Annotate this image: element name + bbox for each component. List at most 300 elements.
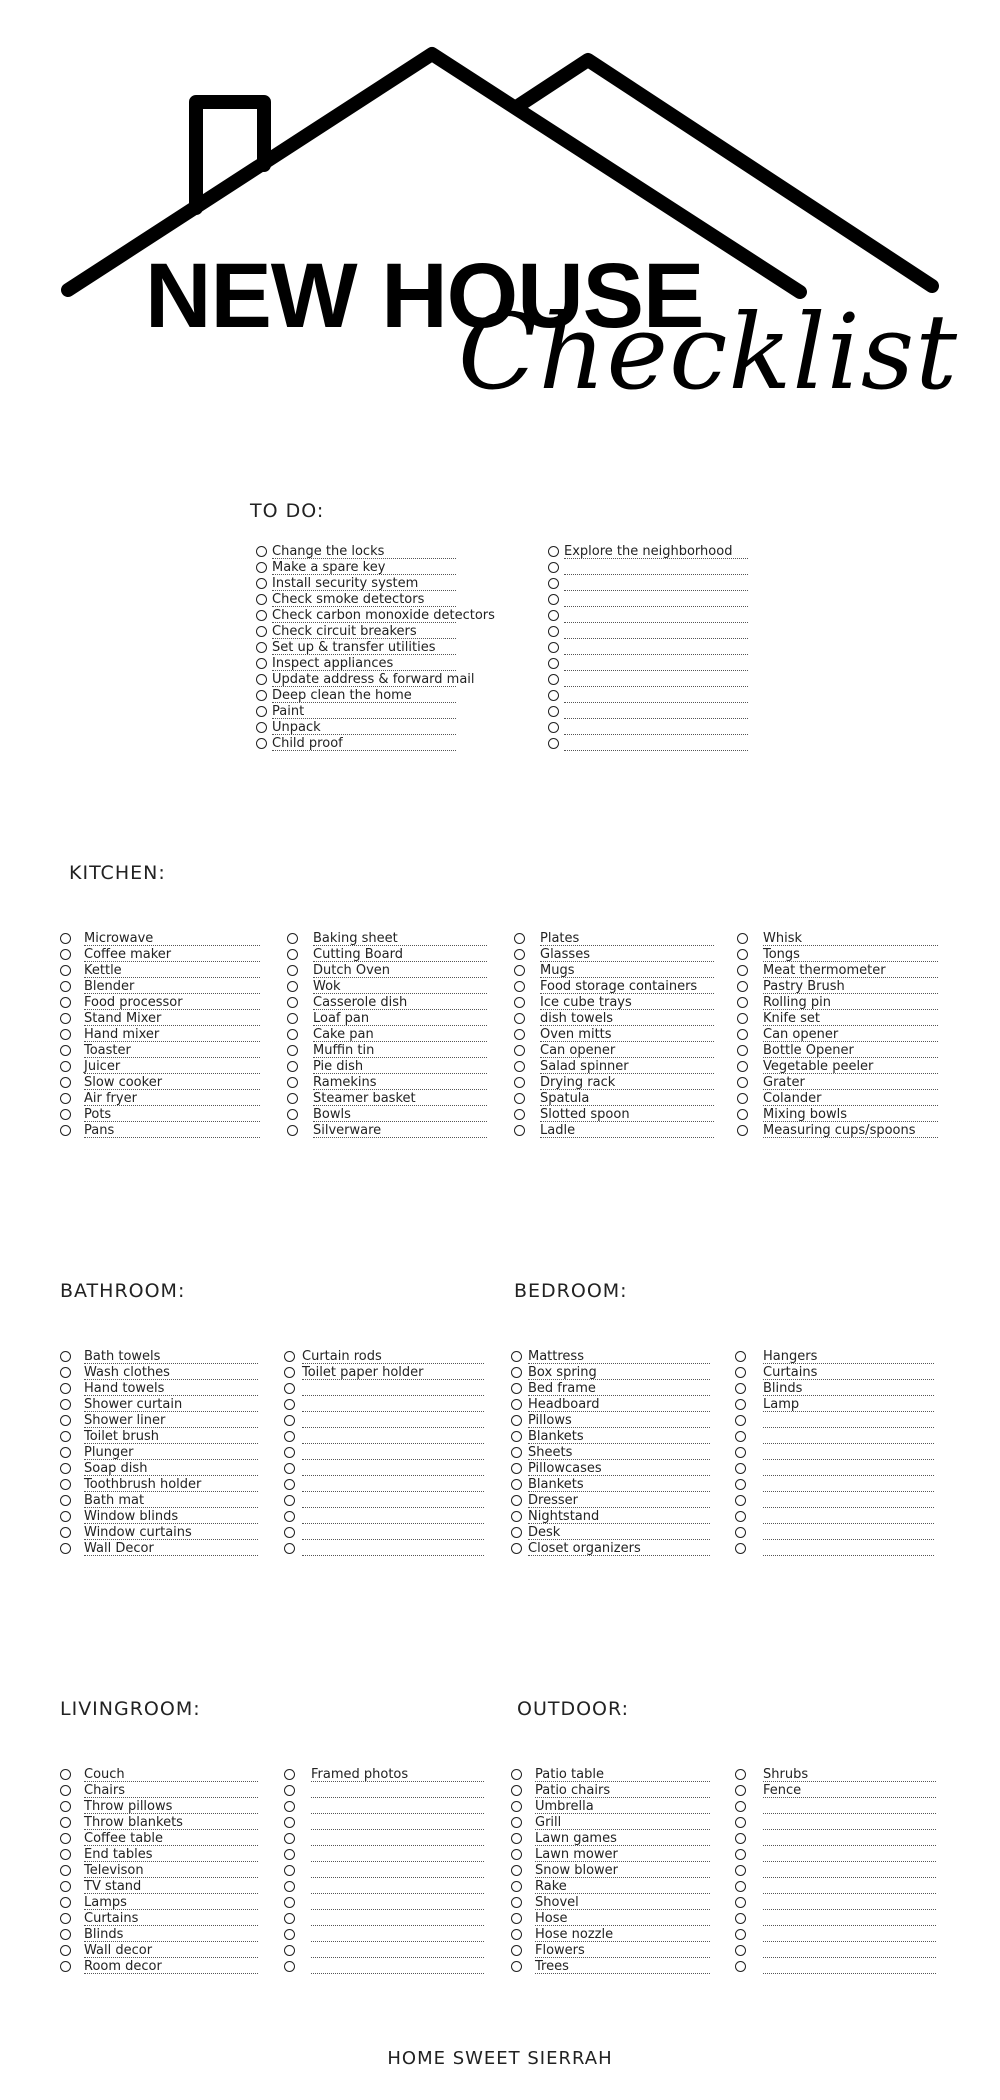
checkbox-circle-icon[interactable] <box>548 594 559 605</box>
checkbox-circle-icon[interactable] <box>511 1543 522 1554</box>
checklist-item[interactable] <box>511 1960 710 1976</box>
checkbox-circle-icon[interactable] <box>284 1463 295 1474</box>
checkbox-circle-icon[interactable] <box>511 1897 522 1908</box>
checkbox-circle-icon[interactable] <box>514 1109 525 1120</box>
checklist-item[interactable] <box>511 1768 710 1784</box>
checkbox-circle-icon[interactable] <box>737 1045 748 1056</box>
checklist-item[interactable] <box>735 1398 934 1414</box>
checkbox-circle-icon[interactable] <box>287 1125 298 1136</box>
checkbox-circle-icon[interactable] <box>60 1961 71 1972</box>
checkbox-circle-icon[interactable] <box>284 1881 295 1892</box>
checklist-item[interactable] <box>284 1526 484 1542</box>
checkbox-circle-icon[interactable] <box>737 997 748 1008</box>
checkbox-circle-icon[interactable] <box>548 642 559 653</box>
checkbox-circle-icon[interactable] <box>284 1351 295 1362</box>
checkbox-circle-icon[interactable] <box>256 706 267 717</box>
checkbox-circle-icon[interactable] <box>514 1093 525 1104</box>
checklist-item[interactable] <box>60 1462 258 1478</box>
checkbox-circle-icon[interactable] <box>511 1495 522 1506</box>
checklist-item[interactable] <box>511 1510 710 1526</box>
checkbox-circle-icon[interactable] <box>548 562 559 573</box>
checklist-item[interactable] <box>287 1108 487 1124</box>
checklist-item[interactable] <box>735 1880 936 1896</box>
checkbox-circle-icon[interactable] <box>60 933 71 944</box>
checkbox-circle-icon[interactable] <box>284 1929 295 1940</box>
checkbox-circle-icon[interactable] <box>287 1045 298 1056</box>
checklist-item[interactable] <box>514 964 714 980</box>
checklist-item[interactable] <box>737 996 938 1012</box>
checklist-item[interactable] <box>60 1060 260 1076</box>
checklist-item[interactable] <box>284 1366 484 1382</box>
checklist-item[interactable] <box>60 1350 258 1366</box>
checkbox-circle-icon[interactable] <box>284 1495 295 1506</box>
checkbox-circle-icon[interactable] <box>60 1833 71 1844</box>
checkbox-circle-icon[interactable] <box>60 965 71 976</box>
checklist-item[interactable] <box>511 1816 710 1832</box>
checklist-item[interactable] <box>735 1382 934 1398</box>
checkbox-circle-icon[interactable] <box>737 1125 748 1136</box>
checkbox-circle-icon[interactable] <box>60 1479 71 1490</box>
checkbox-circle-icon[interactable] <box>284 1945 295 1956</box>
checklist-item[interactable] <box>60 1366 258 1382</box>
checkbox-circle-icon[interactable] <box>256 658 267 669</box>
checkbox-circle-icon[interactable] <box>256 610 267 621</box>
checkbox-circle-icon[interactable] <box>735 1351 746 1362</box>
checklist-item[interactable] <box>735 1510 934 1526</box>
checklist-item[interactable] <box>60 1800 258 1816</box>
checkbox-circle-icon[interactable] <box>548 722 559 733</box>
checklist-item[interactable] <box>60 1414 258 1430</box>
checkbox-circle-icon[interactable] <box>735 1383 746 1394</box>
checkbox-circle-icon[interactable] <box>60 1399 71 1410</box>
checklist-item[interactable] <box>256 641 456 657</box>
checklist-item[interactable] <box>737 1076 938 1092</box>
checkbox-circle-icon[interactable] <box>284 1479 295 1490</box>
checkbox-circle-icon[interactable] <box>60 1849 71 1860</box>
checklist-item[interactable] <box>514 1124 714 1140</box>
checkbox-circle-icon[interactable] <box>511 1961 522 1972</box>
checkbox-circle-icon[interactable] <box>60 1817 71 1828</box>
checkbox-circle-icon[interactable] <box>60 1013 71 1024</box>
checklist-item[interactable] <box>511 1864 710 1880</box>
checkbox-circle-icon[interactable] <box>284 1511 295 1522</box>
checklist-item[interactable] <box>737 1028 938 1044</box>
checklist-item[interactable] <box>514 1076 714 1092</box>
checklist-item[interactable] <box>256 625 456 641</box>
checkbox-circle-icon[interactable] <box>256 594 267 605</box>
checkbox-circle-icon[interactable] <box>60 1511 71 1522</box>
checkbox-circle-icon[interactable] <box>284 1961 295 1972</box>
checklist-item[interactable] <box>60 1124 260 1140</box>
checklist-item[interactable] <box>287 1060 487 1076</box>
checklist-item[interactable] <box>511 1542 710 1558</box>
checklist-item[interactable] <box>287 964 487 980</box>
checklist-item[interactable] <box>60 1382 258 1398</box>
checkbox-circle-icon[interactable] <box>511 1929 522 1940</box>
checkbox-circle-icon[interactable] <box>287 1029 298 1040</box>
checkbox-circle-icon[interactable] <box>511 1447 522 1458</box>
checkbox-circle-icon[interactable] <box>514 981 525 992</box>
checklist-item[interactable] <box>548 657 748 673</box>
checklist-item[interactable] <box>284 1542 484 1558</box>
checkbox-circle-icon[interactable] <box>284 1913 295 1924</box>
checklist-item[interactable] <box>284 1350 484 1366</box>
checkbox-circle-icon[interactable] <box>735 1865 746 1876</box>
checkbox-circle-icon[interactable] <box>284 1801 295 1812</box>
checklist-item[interactable] <box>511 1928 710 1944</box>
checkbox-circle-icon[interactable] <box>284 1833 295 1844</box>
checklist-item[interactable] <box>256 561 456 577</box>
checklist-item[interactable] <box>548 721 748 737</box>
checkbox-circle-icon[interactable] <box>737 1029 748 1040</box>
checklist-item[interactable] <box>284 1382 484 1398</box>
checkbox-circle-icon[interactable] <box>287 997 298 1008</box>
checklist-item[interactable] <box>284 1928 484 1944</box>
checkbox-circle-icon[interactable] <box>60 1769 71 1780</box>
checkbox-circle-icon[interactable] <box>60 1093 71 1104</box>
checkbox-circle-icon[interactable] <box>514 949 525 960</box>
checkbox-circle-icon[interactable] <box>511 1399 522 1410</box>
checklist-item[interactable] <box>737 1012 938 1028</box>
checkbox-circle-icon[interactable] <box>514 1125 525 1136</box>
checkbox-circle-icon[interactable] <box>735 1897 746 1908</box>
checkbox-circle-icon[interactable] <box>737 949 748 960</box>
checklist-item[interactable] <box>60 1896 258 1912</box>
checkbox-circle-icon[interactable] <box>511 1833 522 1844</box>
checklist-item[interactable] <box>284 1398 484 1414</box>
checkbox-circle-icon[interactable] <box>511 1367 522 1378</box>
checkbox-circle-icon[interactable] <box>284 1785 295 1796</box>
checkbox-circle-icon[interactable] <box>60 1061 71 1072</box>
checklist-item[interactable] <box>284 1816 484 1832</box>
checklist-item[interactable] <box>284 1446 484 1462</box>
checklist-item[interactable] <box>548 641 748 657</box>
checklist-item[interactable] <box>60 1848 258 1864</box>
checklist-item[interactable] <box>287 1092 487 1108</box>
checkbox-circle-icon[interactable] <box>737 1077 748 1088</box>
checkbox-circle-icon[interactable] <box>256 738 267 749</box>
checklist-item[interactable] <box>256 577 456 593</box>
checkbox-circle-icon[interactable] <box>60 997 71 1008</box>
checkbox-circle-icon[interactable] <box>735 1929 746 1940</box>
checklist-item[interactable] <box>514 948 714 964</box>
checklist-item[interactable] <box>256 737 456 753</box>
checklist-item[interactable] <box>735 1366 934 1382</box>
checkbox-circle-icon[interactable] <box>548 658 559 669</box>
checklist-item[interactable] <box>735 1784 936 1800</box>
checklist-item[interactable] <box>548 577 748 593</box>
checkbox-circle-icon[interactable] <box>60 1495 71 1506</box>
checklist-item[interactable] <box>511 1800 710 1816</box>
checklist-item[interactable] <box>284 1864 484 1880</box>
checklist-item[interactable] <box>511 1880 710 1896</box>
checkbox-circle-icon[interactable] <box>60 1801 71 1812</box>
checkbox-circle-icon[interactable] <box>256 578 267 589</box>
checkbox-circle-icon[interactable] <box>256 674 267 685</box>
checkbox-circle-icon[interactable] <box>548 610 559 621</box>
checkbox-circle-icon[interactable] <box>284 1527 295 1538</box>
checkbox-circle-icon[interactable] <box>511 1431 522 1442</box>
checklist-item[interactable] <box>737 948 938 964</box>
checkbox-circle-icon[interactable] <box>60 1077 71 1088</box>
checklist-item[interactable] <box>511 1896 710 1912</box>
checklist-item[interactable] <box>735 1912 936 1928</box>
checkbox-circle-icon[interactable] <box>284 1543 295 1554</box>
checklist-item[interactable] <box>284 1462 484 1478</box>
checklist-item[interactable] <box>737 932 938 948</box>
checkbox-circle-icon[interactable] <box>514 1029 525 1040</box>
checkbox-circle-icon[interactable] <box>60 1383 71 1394</box>
checkbox-circle-icon[interactable] <box>511 1881 522 1892</box>
checklist-item[interactable] <box>737 1108 938 1124</box>
checkbox-circle-icon[interactable] <box>60 1125 71 1136</box>
checklist-item[interactable] <box>60 1092 260 1108</box>
checkbox-circle-icon[interactable] <box>284 1367 295 1378</box>
checklist-item[interactable] <box>287 980 487 996</box>
checklist-item[interactable] <box>737 964 938 980</box>
checkbox-circle-icon[interactable] <box>548 626 559 637</box>
checkbox-circle-icon[interactable] <box>735 1945 746 1956</box>
checkbox-circle-icon[interactable] <box>60 1913 71 1924</box>
checkbox-circle-icon[interactable] <box>60 1543 71 1554</box>
checklist-item[interactable] <box>511 1494 710 1510</box>
checkbox-circle-icon[interactable] <box>735 1881 746 1892</box>
checklist-item[interactable] <box>284 1768 484 1784</box>
checklist-item[interactable] <box>284 1960 484 1976</box>
checkbox-circle-icon[interactable] <box>511 1769 522 1780</box>
checkbox-circle-icon[interactable] <box>287 981 298 992</box>
checkbox-circle-icon[interactable] <box>735 1769 746 1780</box>
checkbox-circle-icon[interactable] <box>511 1785 522 1796</box>
checkbox-circle-icon[interactable] <box>511 1801 522 1812</box>
checklist-item[interactable] <box>514 1092 714 1108</box>
checklist-item[interactable] <box>284 1896 484 1912</box>
checkbox-circle-icon[interactable] <box>735 1511 746 1522</box>
checklist-item[interactable] <box>511 1462 710 1478</box>
checkbox-circle-icon[interactable] <box>284 1897 295 1908</box>
checklist-item[interactable] <box>511 1944 710 1960</box>
checkbox-circle-icon[interactable] <box>737 933 748 944</box>
checklist-item[interactable] <box>511 1478 710 1494</box>
checkbox-circle-icon[interactable] <box>60 1351 71 1362</box>
checklist-item[interactable] <box>511 1526 710 1542</box>
checklist-item[interactable] <box>514 932 714 948</box>
checklist-item[interactable] <box>735 1462 934 1478</box>
checkbox-circle-icon[interactable] <box>511 1913 522 1924</box>
checkbox-circle-icon[interactable] <box>284 1447 295 1458</box>
checkbox-circle-icon[interactable] <box>511 1849 522 1860</box>
checkbox-circle-icon[interactable] <box>511 1817 522 1828</box>
checklist-item[interactable] <box>60 1912 258 1928</box>
checkbox-circle-icon[interactable] <box>548 706 559 717</box>
checklist-item[interactable] <box>284 1800 484 1816</box>
checkbox-circle-icon[interactable] <box>60 1897 71 1908</box>
checkbox-circle-icon[interactable] <box>514 1077 525 1088</box>
checklist-item[interactable] <box>735 1350 934 1366</box>
checklist-item[interactable] <box>735 1800 936 1816</box>
checklist-item[interactable] <box>735 1414 934 1430</box>
checkbox-circle-icon[interactable] <box>511 1351 522 1362</box>
checklist-item[interactable] <box>284 1832 484 1848</box>
checklist-item[interactable] <box>60 980 260 996</box>
checkbox-circle-icon[interactable] <box>511 1945 522 1956</box>
checklist-item[interactable] <box>60 996 260 1012</box>
checklist-item[interactable] <box>60 1510 258 1526</box>
checklist-item[interactable] <box>511 1848 710 1864</box>
checklist-item[interactable] <box>287 1044 487 1060</box>
checkbox-circle-icon[interactable] <box>60 981 71 992</box>
checklist-item[interactable] <box>735 1960 936 1976</box>
checkbox-circle-icon[interactable] <box>514 1013 525 1024</box>
checklist-item[interactable] <box>284 1510 484 1526</box>
checklist-item[interactable] <box>284 1784 484 1800</box>
checkbox-circle-icon[interactable] <box>511 1865 522 1876</box>
checklist-item[interactable] <box>60 1928 258 1944</box>
checkbox-circle-icon[interactable] <box>735 1415 746 1426</box>
checklist-item[interactable] <box>548 737 748 753</box>
checkbox-circle-icon[interactable] <box>511 1479 522 1490</box>
checklist-item[interactable] <box>735 1832 936 1848</box>
checkbox-circle-icon[interactable] <box>737 1093 748 1104</box>
checkbox-circle-icon[interactable] <box>256 722 267 733</box>
checkbox-circle-icon[interactable] <box>735 1801 746 1812</box>
checkbox-circle-icon[interactable] <box>284 1399 295 1410</box>
checkbox-circle-icon[interactable] <box>735 1495 746 1506</box>
checkbox-circle-icon[interactable] <box>284 1431 295 1442</box>
checkbox-circle-icon[interactable] <box>735 1367 746 1378</box>
checklist-item[interactable] <box>284 1848 484 1864</box>
checkbox-circle-icon[interactable] <box>735 1913 746 1924</box>
checkbox-circle-icon[interactable] <box>511 1511 522 1522</box>
checkbox-circle-icon[interactable] <box>60 1045 71 1056</box>
checklist-item[interactable] <box>514 1028 714 1044</box>
checkbox-circle-icon[interactable] <box>256 690 267 701</box>
checkbox-circle-icon[interactable] <box>60 1431 71 1442</box>
checklist-item[interactable] <box>735 1768 936 1784</box>
checklist-item[interactable] <box>60 1044 260 1060</box>
checklist-item[interactable] <box>287 1076 487 1092</box>
checklist-item[interactable] <box>735 1896 936 1912</box>
checkbox-circle-icon[interactable] <box>256 626 267 637</box>
checkbox-circle-icon[interactable] <box>256 562 267 573</box>
checklist-item[interactable] <box>60 1108 260 1124</box>
checklist-item[interactable] <box>284 1494 484 1510</box>
checkbox-circle-icon[interactable] <box>60 1109 71 1120</box>
checklist-item[interactable] <box>511 1366 710 1382</box>
checkbox-circle-icon[interactable] <box>60 949 71 960</box>
checklist-item[interactable] <box>256 672 475 689</box>
checklist-item[interactable] <box>60 1880 258 1896</box>
checklist-item[interactable] <box>60 1832 258 1848</box>
checkbox-circle-icon[interactable] <box>284 1769 295 1780</box>
checklist-item[interactable] <box>548 625 748 641</box>
checklist-item[interactable] <box>735 1494 934 1510</box>
checklist-item[interactable] <box>548 609 748 625</box>
checklist-item[interactable] <box>511 1398 710 1414</box>
checkbox-circle-icon[interactable] <box>511 1463 522 1474</box>
checklist-item[interactable] <box>256 705 456 721</box>
checklist-item[interactable] <box>735 1430 934 1446</box>
checklist-item[interactable] <box>284 1430 484 1446</box>
checkbox-circle-icon[interactable] <box>735 1479 746 1490</box>
checklist-item[interactable] <box>287 1012 487 1028</box>
checkbox-circle-icon[interactable] <box>287 965 298 976</box>
checkbox-circle-icon[interactable] <box>284 1415 295 1426</box>
checklist-item[interactable] <box>256 721 456 737</box>
checkbox-circle-icon[interactable] <box>548 578 559 589</box>
checklist-item[interactable] <box>737 1092 938 1108</box>
checklist-item[interactable] <box>511 1414 710 1430</box>
checklist-item[interactable] <box>60 1864 258 1880</box>
checklist-item[interactable] <box>735 1944 936 1960</box>
checklist-item[interactable] <box>737 1124 938 1140</box>
checklist-item[interactable] <box>287 932 487 948</box>
checklist-item[interactable] <box>60 1012 260 1028</box>
checklist-item[interactable] <box>60 1446 258 1462</box>
checklist-item[interactable] <box>284 1880 484 1896</box>
checklist-item[interactable] <box>256 657 456 673</box>
checkbox-circle-icon[interactable] <box>60 1929 71 1940</box>
checklist-item[interactable] <box>548 593 748 609</box>
checklist-item[interactable] <box>511 1430 710 1446</box>
checklist-item[interactable] <box>511 1350 710 1366</box>
checklist-item[interactable] <box>60 1478 258 1494</box>
checkbox-circle-icon[interactable] <box>511 1415 522 1426</box>
checklist-item[interactable] <box>735 1542 934 1558</box>
checklist-item[interactable] <box>514 1108 714 1124</box>
checklist-item[interactable] <box>548 673 748 689</box>
checklist-item[interactable] <box>256 545 456 561</box>
checklist-item[interactable] <box>511 1832 710 1848</box>
checkbox-circle-icon[interactable] <box>737 1013 748 1024</box>
checkbox-circle-icon[interactable] <box>511 1527 522 1538</box>
checkbox-circle-icon[interactable] <box>735 1527 746 1538</box>
checklist-item[interactable] <box>735 1478 934 1494</box>
checkbox-circle-icon[interactable] <box>60 1527 71 1538</box>
checkbox-circle-icon[interactable] <box>735 1817 746 1828</box>
checkbox-circle-icon[interactable] <box>60 1367 71 1378</box>
checkbox-circle-icon[interactable] <box>514 1045 525 1056</box>
checklist-item[interactable] <box>737 1044 938 1060</box>
checklist-item[interactable] <box>737 980 938 996</box>
checkbox-circle-icon[interactable] <box>60 1447 71 1458</box>
checkbox-circle-icon[interactable] <box>735 1961 746 1972</box>
checkbox-circle-icon[interactable] <box>287 1093 298 1104</box>
checkbox-circle-icon[interactable] <box>548 690 559 701</box>
checklist-item[interactable] <box>735 1864 936 1880</box>
checklist-item[interactable] <box>284 1478 484 1494</box>
checklist-item[interactable] <box>287 948 487 964</box>
checkbox-circle-icon[interactable] <box>284 1865 295 1876</box>
checkbox-circle-icon[interactable] <box>287 1077 298 1088</box>
checklist-item[interactable] <box>256 593 456 609</box>
checkbox-circle-icon[interactable] <box>256 546 267 557</box>
checklist-item[interactable] <box>256 689 456 705</box>
checkbox-circle-icon[interactable] <box>735 1463 746 1474</box>
checkbox-circle-icon[interactable] <box>735 1431 746 1442</box>
checklist-item[interactable] <box>256 608 495 625</box>
checkbox-circle-icon[interactable] <box>60 1785 71 1796</box>
checklist-item[interactable] <box>548 561 748 577</box>
checklist-item[interactable] <box>511 1912 710 1928</box>
checklist-item[interactable] <box>511 1446 710 1462</box>
checklist-item[interactable] <box>287 996 487 1012</box>
checklist-item[interactable] <box>514 1044 714 1060</box>
checkbox-circle-icon[interactable] <box>287 933 298 944</box>
checklist-item[interactable] <box>60 1494 258 1510</box>
checklist-item[interactable] <box>60 1542 258 1558</box>
checklist-item[interactable] <box>548 705 748 721</box>
